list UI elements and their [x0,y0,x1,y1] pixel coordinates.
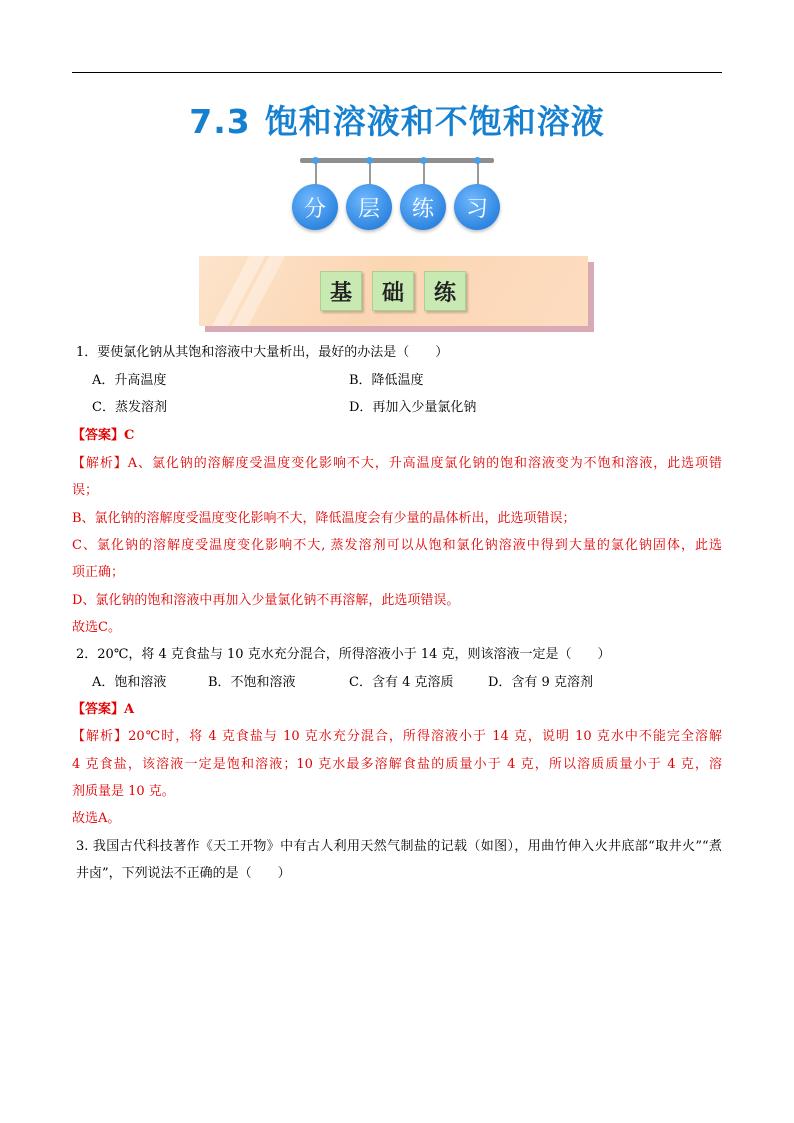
q2-answer: 【答案】A [72,702,135,717]
q2-analysis-line: 【解析】20℃时，将 4 克食盐与 10 克水充分混合，所得溶液小于 14 克，说明 10 克水中不能完全溶解 [72,729,722,744]
q1-analysis-line: B、氯化钠的溶解度受温度变化影响不大，降低温度会有少量的晶体析出，此选项错误； [72,511,576,526]
banner-char: 练 [424,271,466,311]
q1-analysis-line: C、氯化钠的溶解度受温度变化影响不大, 蒸发溶剂可以从饱和氯化钠溶液中得到大量的氯化钠固体，此选 [72,538,722,553]
layer-circle: 练 [400,184,446,230]
layer-circle: 层 [346,184,392,230]
q1-option-b: B．降低温度 [349,373,424,388]
q1-option-c: C．蒸发溶剂 [92,400,167,415]
q1-conclusion: 故选C。 [72,620,121,635]
header-rule [72,72,722,73]
hanger-bar [300,158,494,163]
title-text: 饱和溶液和不饱和溶液 [264,102,605,141]
q3-stem-line: 井卤”，下列说法不正确的是（ ） [76,866,291,881]
q1-option-d: D．再加入少量氯化钠 [349,400,477,415]
q2-analysis-line: 剂质量是 10 克。 [72,784,175,799]
q2-option-a: A．饱和溶液 [92,675,167,690]
q1-analysis-line: D、氯化钠的饱和溶液中再加入少量氯化钠不再溶解，此选项错误。 [72,593,460,608]
q1-analysis-line: 误； [72,483,99,498]
q2-option-d: D．含有 9 克溶剂 [488,675,593,690]
q2-conclusion: 故选A。 [72,811,121,826]
q1-answer: 【答案】C [72,428,135,443]
q3-stem-line: 3. 我国古代科技著作《天工开物》中有古人利用天然气制盐的记载（如图），用曲竹伸入火井底部“取井火”“煮 [76,839,722,854]
q1-analysis-line: 【解析】A、氯化钠的溶解度受温度变化影响不大，升高温度氯化钠的饱和溶液变为不饱和溶液，此选项错 [72,456,722,471]
q2-option-c: C．含有 4 克溶质 [349,675,454,690]
layer-circle: 分 [292,184,338,230]
q2-option-b: B．不饱和溶液 [208,675,296,690]
layer-practice-graphic [290,158,504,238]
q2-analysis-line: 4 克食盐，该溶液一定是饱和溶液；10 克水最多溶解食盐的质量小于 4 克，所以溶质质量小于 4 克，溶 [72,757,722,772]
banner-char: 基 [320,271,362,311]
section-banner [199,256,594,332]
q1-stem: 1．要使氯化钠从其饱和溶液中大量析出，最好的办法是（ ） [76,345,449,360]
layer-circle: 习 [454,184,500,230]
page-title [0,96,794,143]
banner-char: 础 [372,271,414,311]
title-number: 7.3 [189,102,251,141]
q2-stem: 2．20℃，将 4 克食盐与 10 克水充分混合，所得溶液小于 14 克，则该溶液一定是（ ） [76,647,611,662]
q1-analysis-line: 项正确； [72,565,125,580]
q1-option-a: A．升高温度 [92,373,167,388]
